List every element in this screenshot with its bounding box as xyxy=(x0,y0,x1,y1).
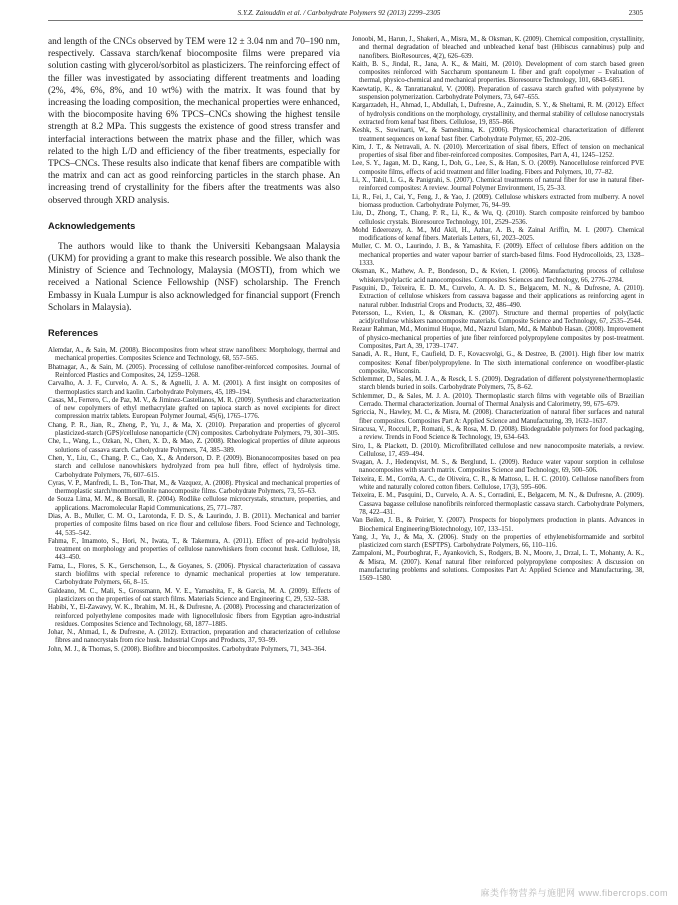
reference-item: Schlemmer, D., Sales, M. J. A., & Resck, I. S. (2009). Degradation of different polystyrene/thermoplastic starch blends buried in soils. Carbohydrate Polymers, 75, 8–62. xyxy=(352,376,644,392)
reference-item: Fama, L., Flores, S. K., Gerschenson, L., & Goyanes, S. (2006). Physical characterization of cassava starch biofilms with special reference to dynamic mechanical properties at low temperature. Carbohydrate Polymers, 66, 8–15. xyxy=(48,562,340,587)
reference-item: Sanadi, A. R., Hunt, F., Caufield, D. F., Kovacsvolgi, G., & Destree, B. (2001). High fiber low matrix composites: Kenaf fiber/polypropylene. In The sixth international conference on woodfiber-plastic composite, Wisconsin. xyxy=(352,351,644,375)
reference-item: Zampaloni, M., Pourboghrat, F., Ayankovich, S., Rodgers, B. N., Moore, J., Drzal, L. T., Mohanty, A. K., & Misra, M. (2007). Kenaf natural fiber reinforced polypropylene composites: A discussion on manufacturing problems and solutions. Composites Part A: Applied Science and Manufacturing, 38, 1569–1580. xyxy=(352,550,644,583)
reference-item: Dias, A. B., Muller, C. M. O., Larotonda, F. D. S., & Laurindo, J. B. (2011). Mechanical and barrier properties of composite films based on rice flour and cellulose fibers. Food Science and Technology, 44, 535–542. xyxy=(48,513,340,537)
reference-item: Che, L., Wang, L., Ozkan, N., Chen, X. D., & Mao, Z. (2008). Rheological properties of dilute aqueous solutions of cassava starch. Carbohydrate Polymers, 74, 385–389. xyxy=(48,438,340,454)
reference-item: Teixeira, E. M., Corrêa, A. C., de Oliveira, C. R., & Mattoso, L. H. C. (2010). Cellulose nanofibers from white and naturally colored cotton fibers. Cellulose, 17(3), 595–606. xyxy=(352,475,644,492)
reference-item: Chen, Y., Liu, C., Chang, P. C., Cao, X., & Anderson, D. P. (2009). Bionanocomposites based on pea starch and cellulose nanowhiskers hydrolyzed from pea hull fibre, effect of hydrolysis time. Carbohydrate Polymers, 76, 607–615. xyxy=(48,454,340,479)
reference-item: Fahma, F., Imamoto, S., Hori, N., Iwata, T., & Takemura, A. (2011). Effect of pre-acid hydrolysis treatment on morphology and properties of cellulose nanowhiskers from coconut husk. Cellulose, 18, 443–450. xyxy=(48,537,340,562)
running-header xyxy=(0,0,678,22)
reference-item: Carvalho, A. J. F., Curvelo, A. A. S., & Agnelli, J. A. M. (2001). A first insight on composites of thermoplastics starch and kaolin. Carbohydrate Polymers, 45, 189–194. xyxy=(48,380,340,396)
reference-list-left xyxy=(48,347,340,654)
reference-item: Sgriccia, N., Hawley, M. C., & Misra, M. (2008). Characterization of natural fiber surfaces and natural fiber composites. Composites Part A: Applied Science and Manufacturing, 39, 1632–1637. xyxy=(352,409,644,425)
reference-item: Liu, D., Zhong, T., Chang, P. R., Li, K., & Wu, Q. (2010). Starch composite reinforced by bamboo cellulosic crystals. Bioresource Technology, 101, 2529–2536. xyxy=(352,210,644,226)
reference-item: Siracusa, V., Rocculi, P., Romani, S., & Rosa, M. D. (2008). Biodegradable polymers for food packaging, a review. Trends in Food Science & Technology, 19, 634–643. xyxy=(352,425,644,442)
reference-item: de Souza Lima, M. M., & Borsali, R. (2004). Rodlike cellulose microcrystals, structure, properties, and applications. Macromolecular Rapid Communications, 25, 771–787. xyxy=(48,496,340,512)
right-column xyxy=(352,36,644,584)
reference-item: Mohd Edeerozey, A. M., Md Akil, H., Azhar, A. B., & Zainal Ariffin, M. I. (2007). Chemical modifications of kenaf fibers. Materials Letters, 61, 2023–2025. xyxy=(352,226,644,243)
reference-item: Keshk, S., Suwinarti, W., & Sameshima, K. (2006). Physicochemical characterization of different treatment sequences on kenaf bast fiber. Carbohydrate Polymer, 65, 202–206. xyxy=(352,127,644,143)
reference-item: Kaith, B. S., Jindal, R., Jana, A. K., & Maiti, M. (2010). Development of corn starch based green composites reinforced with Saccharum spontaneum L fiber and graft copolymer – Evaluation of thermal, physico-chemical and mechanical properties. Bioresource Technology, 101, 6843–6851. xyxy=(352,60,644,85)
acknowledgements-heading: Acknowledgements xyxy=(48,220,136,231)
reference-item: Lee, S. Y., Jagan, M. D., Kang, I., Doh, G., Lee, S., & Han, S. O. (2009). Nanocellulose reinforced PVE composite films, effects of acid treatment and filler loading. Fibers and Polymers, 10, 77–82. xyxy=(352,160,644,176)
reference-item: Habibi, Y., El-Zawawy, W. K., Ibrahim, M. H., & Dufresne, A. (2008). Processing and characterization of reinforced polyethylene composites made with lignocellulosic fibers from Egyptian agro-industrial residues. Composites Science and Technology, 68, 1877–1885. xyxy=(48,604,340,628)
watermark: 麻类作物营养与施肥网 www.fibercrops.com xyxy=(480,888,668,898)
reference-item: Schlemmer, D., & Sales, M. J. A. (2010). Thermoplastic starch films with vegetable oils of Brazilian Cerrado. Thermal characterization. Journal of Thermal Analysis and Calorimetry, 99, 675–679. xyxy=(352,392,644,409)
reference-item: Galdeano, M. C., Mali, S., Grossmann, M. V. E., Yamashita, F., & Garcia, M. A. (2009). Effects of plasticizers on the properties of oat starch films. Materials Science and Engineering C, 29, 532–538. xyxy=(48,587,340,603)
reference-item: Siro, I., & Plackett, D. (2010). Microfibrillated cellulose and new nanocomposite materials, a review. Cellulose, 17, 459–494. xyxy=(352,442,644,458)
journal-citation: S.Y.Z. Zainuddin et al. / Carbohydrate Polymers 92 (2013) 2299–2305 xyxy=(237,9,441,17)
reference-item: Rezaur Rahman, Md., Monimul Huque, Md., Nazrul Islam, Md., & Mahbub Hasan. (2008). Improvement of physico-mechanical properties of jute fiber reinforced polypropylene composites by post-treatment. Composites, Part A, 39, 1739–1747. xyxy=(352,326,644,350)
reference-item: Pasquini, D., Teixeira, E. D. M., Curvelo, A. A. D. S., Belgacem, M. N., & Dufresne, A. (2010). Extraction of cellulose whiskers from cassava bagasse and their applications as reinforcing agent in natural rubber. Industrial Crops and Products, 32, 486–490. xyxy=(352,284,644,309)
header-rule xyxy=(48,20,643,21)
conclusion-paragraph: and length of the CNCs observed by TEM were 12 ± 3.04 nm and 70–190 nm, respectively. Cassava starch/kenaf biocomposite films were prepared via solution casting with glycerol/sorbitol as plasticizers. The reinforcing effect of the filler was investigated by associating different treatments and loading (2%, 4%, 6%, 8%, and 10 wt%) with the matrix. It was found that by increasing the loading composition, the mechanical properties were enhanced, with the biocomposite having 6% TPCS–CNCs showing the highest tensile strength at 8.2 MPa. This suggests the existence of good stress transfer and interfacial interactions between the matrix phase and the filler, which was related to the high L/D and efficiency of the fiber treatments, especially for TPCS–CNCs. These results also indicate that kenaf fibers are compatible with the matrix and can act as good reinforcing particles in the starch phase. An increasing trend of crystallinity for the fibers after the treatments was also observed through XRD analysis. xyxy=(48,37,340,206)
reference-list-right xyxy=(352,36,644,584)
reference-item: Li, R., Fei, J., Cai, Y., Feng, J., & Yao, J. (2009). Cellulose whiskers extracted from mulberry. A novel biomass production. Carbohydrate Polymer, 76, 94–99. xyxy=(352,193,644,209)
page-number: 2305 xyxy=(628,9,643,17)
reference-item: Li, X., Tabil, L. G., & Panigrahi, S. (2007). Chemical treatments of natural fiber for use in natural fiber-reinforced composites: A review. Journal Polymer Environment, 15, 25–33. xyxy=(352,177,644,193)
left-column xyxy=(48,36,340,654)
reference-item: Chang, P. R., Jian, R., Zheng, P., Yu, J., & Ma, X. (2010). Preparation and properties of glycerol plasticized-starch (GPS)/cellulose nanoparticle (CN) composites. Carbohydrate Polymers, 79, 301–305. xyxy=(48,421,340,438)
reference-item: Muller, C. M. O., Laurindo, J. B., & Yamashita, F. (2009). Effect of cellulose fibers addition on the mechanical properties and water vapour barrier of starch-based films. Food Hydrocolloids, 23, 1328–1333. xyxy=(352,243,644,268)
reference-item: Alemdar, A., & Sain, M. (2008). Biocomposites from wheat straw nanofibers: Morphology, thermal and mechanical properties. Composites Science and Technology, 68, 557–565. xyxy=(48,347,340,363)
acknowledgements-text: The authors would like to thank the Universiti Kebangsaan Malaysia (UKM) for providing a grant to make this research possible. We also thank the Ministry of Science and Technology, Malaysia (MOSTI), from which we received a National Science Fellowship (NSF) scholarship. The French Embassy in Kuala Lumpur is also acknowledged for financial support (French Scholars in Malaysia). xyxy=(48,241,340,313)
reference-item: Van Beilen, J. B., & Poirier, Y. (2007). Prospects for biopolymers production in plants. Advances in Biochemical Engineering/Biotechnology, 107, 133–151. xyxy=(352,517,644,533)
reference-item: Johar, N., Ahmad, I., & Dufresne, A. (2012). Extraction, preparation and characterization of cellulose fibres and nanocrystals from rice husk. Industrial Crops and Products, 37, 93–99. xyxy=(48,629,340,645)
reference-item: Bhatnagar, A., & Sain, M. (2005). Processing of cellulose nanofiber-reinforced composites. Journal of Reinforced Plastics and Composites, 24, 1259–1268. xyxy=(48,363,340,379)
reference-item: Jonoobi, M., Harun, J., Shakeri, A., Misra, M., & Oksman, K. (2009). Chemical composition, crystallinity, and thermal degradation of bleached and unbleached kenaf bast (Hibiscus cannabinus) pulp and nanofibers. BioResources, 4(2), 626–639. xyxy=(352,36,644,60)
references-heading: References xyxy=(48,328,99,339)
reference-item: Petersson, L., Kvien, I., & Oksman, K. (2007). Structure and thermal properties of poly(lactic acid)/cellulose whiskers nanocomposite materials. Composite Science and Technology, 67, 2535–2544. xyxy=(352,309,644,326)
reference-item: Cyras, V. P., Manfredi, L. B., Ton-That, M., & Vazquez, A. (2008). Physical and mechanical properties of thermoplastic starch/montmorillonite nanocomposite films. Carbohydrate Polymers, 73, 55–63. xyxy=(48,479,340,496)
reference-item: Casas, M., Ferrero, C., de Paz, M. V., & Jiminez-Castellanos, M. R. (2009). Synthesis and characterization of new copolymers of ethyl methacrylate grafted on tapioca starch as novel excipients for direct compression matrix tablets. European Polymer Journal, 45(6), 1765–1776. xyxy=(48,396,340,421)
reference-item: John, M. J., & Thomas, S. (2008). Biofibre and biocomposites. Carbohydrate Polymers, 71, 343–364. xyxy=(48,645,327,653)
reference-item: Yang, J., Yu, J., & Ma, X. (2006). Study on the properties of ethylenebisformamide and sorbitol plasticized corn starch (ESPTPS). Carbohydrate Polymers, 66, 110–116. xyxy=(352,533,644,550)
reference-item: Oksman, K., Mathew, A. P., Bondeson, D., & Kvien, I. (2006). Manufacturing process of cellulose whiskers/polylactic acid nanocomposites. Composites Sciences and Technology, 66, 2776–2784. xyxy=(352,268,644,284)
reference-item: Kaewtatip, K., & Tanrattanakul, V. (2008). Preparation of cassava starch grafted with polystyrene by suspension polymerization. Carbohydrate Polymers, 73, 647–655. xyxy=(352,85,644,102)
reference-item: Svagan, A. J., Hedenqvist, M. S., & Berglund, L. (2009). Reduce water vapour sorption in cellulose nanocomposites with starch matrix. Composites Science and Technology, 69, 500–506. xyxy=(352,459,644,475)
reference-item: Teixeira, E. M., Pasquini, D., Curvelo, A. A. S., Corradini, E., Belgacem, M. N., & Dufresne, A. (2009). Cassava bagasse cellulose nanofibrils reinforced thermoplastic cassava starch. Carbohydrate Polymers, 78, 422–431. xyxy=(352,492,644,516)
reference-item: Kim, J. T., & Netravali, A. N. (2010). Mercerization of sisal fibers, Effect of tension on mechanical properties of sisal fiber and fiber-reinforced composites. Composites, Part A, 41, 1245–1252. xyxy=(352,143,644,160)
reference-item: Kargarzadeh, H., Ahmad, I., Abdullah, I., Dufresne, A., Zainudin, S. Y., & Sheltami, R. M. (2012). Effect of hydrolysis conditions on the morphology, crystallinity, and thermal stability of cellulose nanocrystals extracted from kenaf bast fibers. Cellulose, 19, 855–866. xyxy=(352,102,644,126)
